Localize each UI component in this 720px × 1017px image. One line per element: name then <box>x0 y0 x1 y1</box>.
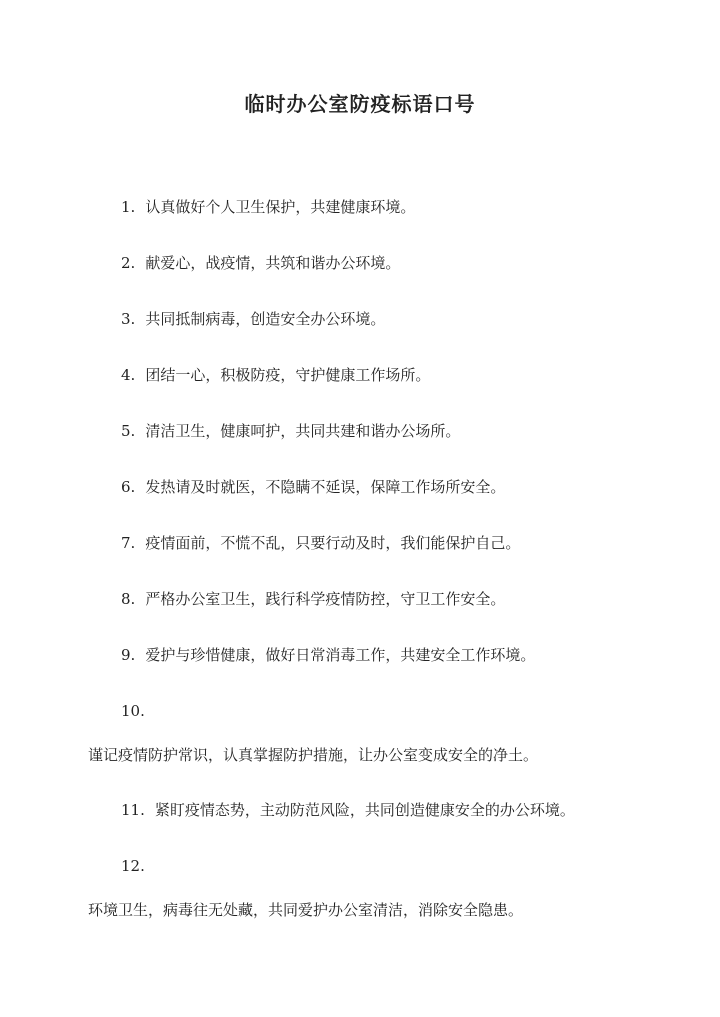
slogan-5 <box>121 421 460 441</box>
slogan-10-number: 10. <box>121 702 145 720</box>
slogan-6 <box>121 477 505 497</box>
item-text: 严格办公室卫生，践行科学疫情防控，守卫工作安全。 <box>145 590 506 608</box>
slogan-7 <box>121 533 520 553</box>
slogan-11 <box>121 800 575 820</box>
item-number: 8. <box>121 590 136 608</box>
item-text: 清洁卫生，健康呵护，共同共建和谐办公场所。 <box>145 422 461 440</box>
slogan-9 <box>121 645 535 665</box>
slogan-10-text: 谨记疫情防护常识，认真掌握防护措施，让办公室变成安全的净土。 <box>88 746 539 764</box>
item-text: 献爱心，战疫情，共筑和谐办公环境。 <box>145 254 401 272</box>
slogan-12-text: 环境卫生，病毒往无处藏，共同爱护办公室清洁，消除安全隐患。 <box>88 901 524 919</box>
item-number: 9. <box>121 646 136 664</box>
item-number: 3. <box>121 310 136 328</box>
item-number: 4. <box>121 366 136 384</box>
document-title: 临时办公室防疫标语口号 <box>244 92 476 116</box>
item-number: 1. <box>121 198 136 216</box>
item-text: 紧盯疫情态势，主动防范风险，共同创造健康安全的办公环境。 <box>154 801 575 819</box>
item-number: 5. <box>121 422 136 440</box>
item-text: 认真做好个人卫生保护，共建健康环境。 <box>145 198 416 216</box>
item-text: 发热请及时就医，不隐瞒不延误，保障工作场所安全。 <box>145 478 506 496</box>
slogan-1 <box>121 197 415 217</box>
slogan-8 <box>121 589 505 609</box>
item-text: 爱护与珍惜健康，做好日常消毒工作，共建安全工作环境。 <box>145 646 536 664</box>
item-number: 6. <box>121 478 136 496</box>
slogan-4 <box>121 365 430 385</box>
item-text: 共同抵制病毒，创造安全办公环境。 <box>145 310 386 328</box>
slogan-12-number: 12. <box>121 857 145 875</box>
item-text: 疫情面前，不慌不乱，只要行动及时，我们能保护自己。 <box>145 534 521 552</box>
item-number: 11. <box>121 801 145 819</box>
item-number: 2. <box>121 254 136 272</box>
slogan-2 <box>121 253 400 273</box>
slogan-3 <box>121 309 385 329</box>
item-text: 团结一心，积极防疫，守护健康工作场所。 <box>145 366 431 384</box>
item-number: 7. <box>121 534 136 552</box>
